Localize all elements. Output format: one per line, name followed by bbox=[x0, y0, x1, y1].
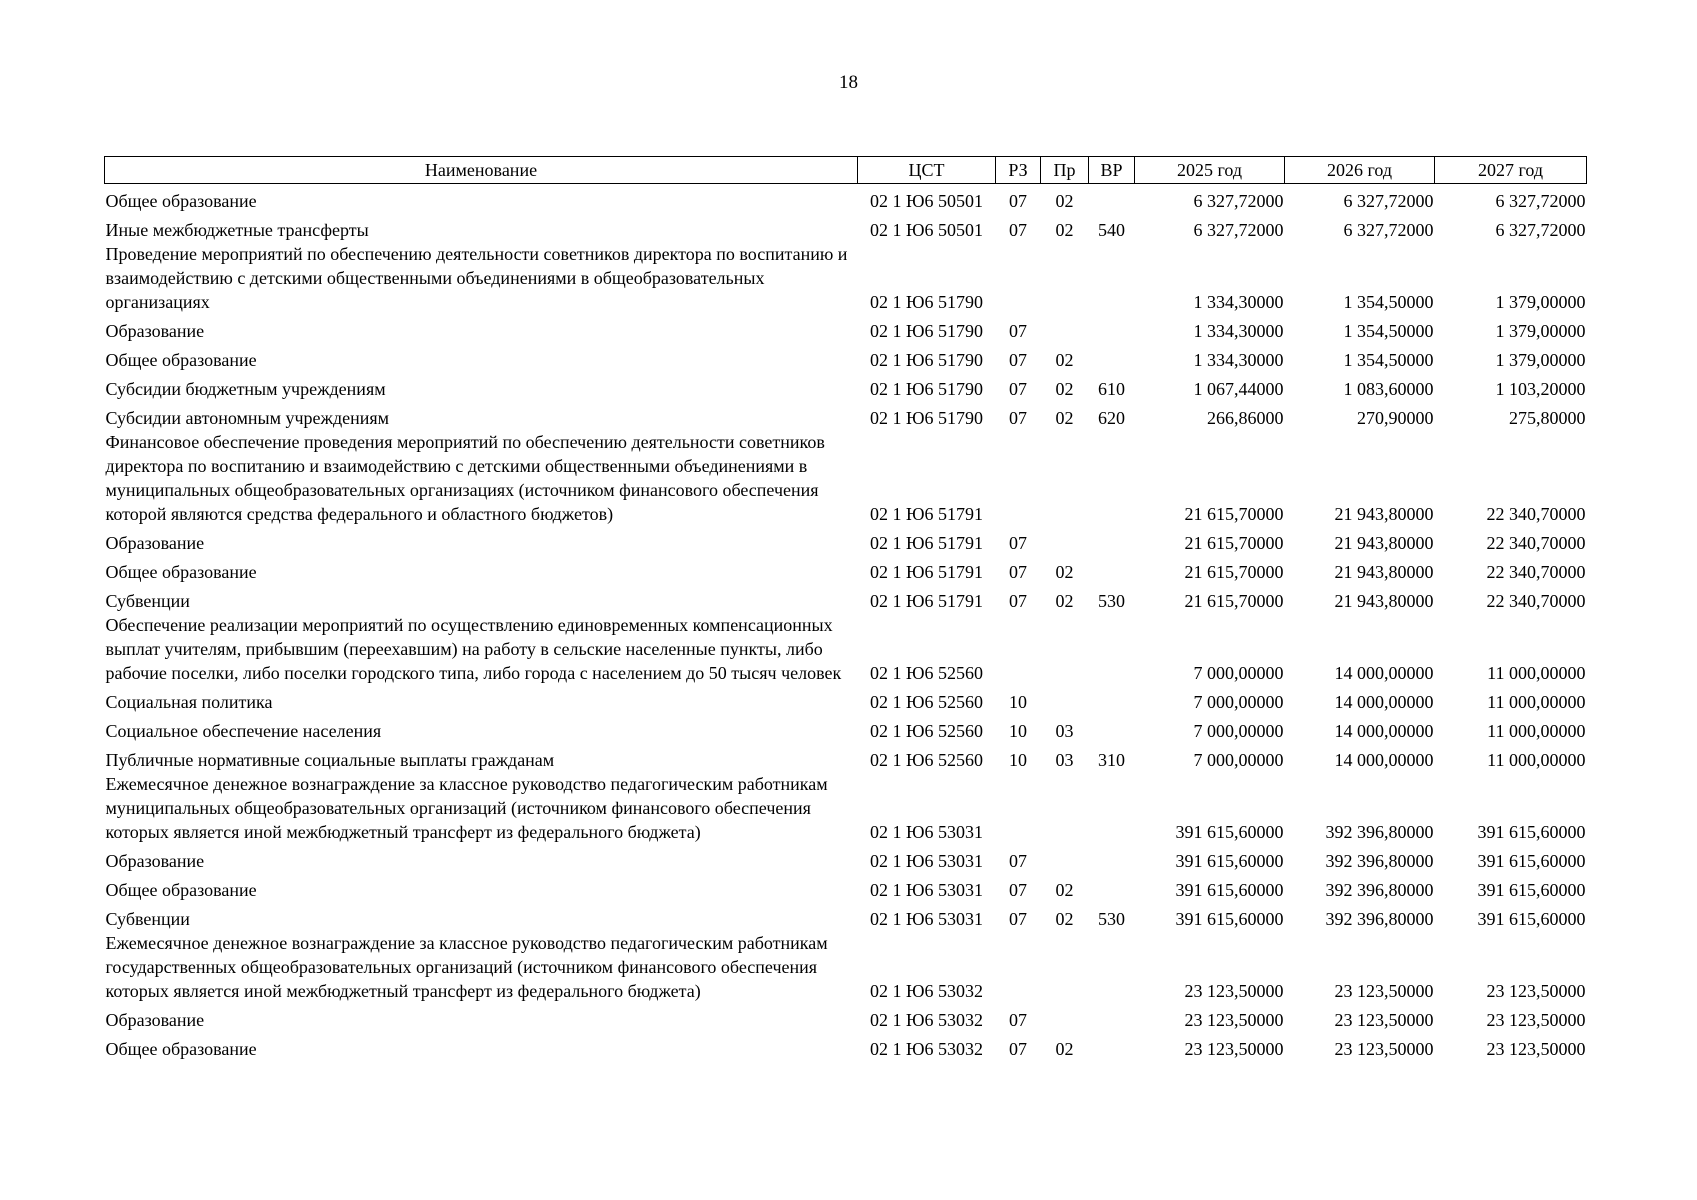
cell-cst: 02 1 Ю6 53031 bbox=[869, 879, 983, 900]
cell-name: Общее образование bbox=[105, 1038, 257, 1059]
cell-2026: 21 943,80000 bbox=[1334, 503, 1434, 524]
table-body bbox=[105, 184, 1587, 1061]
cell-vr: 610 bbox=[1098, 378, 1125, 399]
cell-pr bbox=[1041, 931, 1089, 1003]
cell-cst: 02 1 Ю6 51790 bbox=[869, 291, 983, 312]
cell-cst: 02 1 Ю6 52560 bbox=[869, 691, 983, 712]
cell-rz: 07 bbox=[1009, 190, 1027, 211]
cell-2027: 11 000,00000 bbox=[1487, 749, 1586, 770]
cell-2025: 391 615,60000 bbox=[1175, 821, 1284, 842]
cell-cst: 02 1 Ю6 53031 bbox=[869, 821, 983, 842]
cell-2025: 21 615,70000 bbox=[1184, 590, 1284, 611]
cell-2026: 1 354,50000 bbox=[1343, 291, 1434, 312]
cell-name: Обеспечение реализации мероприятий по осуществлению единовременных компенсационных выплат учителям, прибывшим (переехавшим) на работу в сельские населенные пункты, либо рабочие поселки, либо поселки городского типа, либо города с населением до 50 тысяч человек bbox=[105, 614, 842, 683]
cell-2026: 23 123,50000 bbox=[1334, 1009, 1434, 1030]
cell-2026: 392 396,80000 bbox=[1325, 821, 1434, 842]
cell-2025: 391 615,60000 bbox=[1175, 879, 1284, 900]
cell-rz: 10 bbox=[1009, 691, 1027, 712]
cell-2026: 23 123,50000 bbox=[1334, 1038, 1434, 1059]
cell-cst: 02 1 Ю6 51791 bbox=[869, 561, 983, 582]
cell-2025: 7 000,00000 bbox=[1193, 662, 1284, 683]
cell-pr: 02 bbox=[1055, 407, 1074, 428]
cell-2027: 22 340,70000 bbox=[1486, 503, 1586, 524]
table-row bbox=[105, 902, 1587, 931]
cell-2025: 266,86000 bbox=[1207, 407, 1284, 428]
cell-pr: 02 bbox=[1055, 219, 1074, 240]
table-row bbox=[105, 372, 1587, 401]
cell-pr: 03 bbox=[1055, 749, 1074, 770]
table-row bbox=[105, 184, 1587, 213]
cell-2026: 270,90000 bbox=[1357, 407, 1434, 428]
cell-pr bbox=[1041, 844, 1089, 873]
cell-vr bbox=[1089, 685, 1135, 714]
cell-name: Социальная политика bbox=[105, 691, 273, 712]
cell-rz: 07 bbox=[1009, 407, 1027, 428]
cell-cst: 02 1 Ю6 52560 bbox=[869, 662, 983, 683]
cell-pr bbox=[1041, 430, 1089, 526]
cell-2025: 391 615,60000 bbox=[1175, 908, 1284, 929]
cell-pr: 02 bbox=[1055, 879, 1074, 900]
cell-2026: 1 083,60000 bbox=[1343, 378, 1434, 399]
cell-pr bbox=[1041, 526, 1089, 555]
table-row bbox=[105, 584, 1587, 613]
cell-vr bbox=[1089, 343, 1135, 372]
cell-pr: 03 bbox=[1055, 720, 1074, 741]
cell-2027: 391 615,60000 bbox=[1477, 908, 1586, 929]
cell-rz: 07 bbox=[1009, 1009, 1027, 1030]
cell-rz: 07 bbox=[1009, 561, 1027, 582]
cell-vr: 620 bbox=[1098, 407, 1125, 428]
cell-name: Образование bbox=[105, 1009, 205, 1030]
cell-rz bbox=[996, 242, 1041, 314]
cell-2027: 23 123,50000 bbox=[1486, 1038, 1586, 1059]
cell-vr bbox=[1089, 844, 1135, 873]
cell-2025: 7 000,00000 bbox=[1193, 749, 1284, 770]
cell-rz: 07 bbox=[1009, 1038, 1027, 1059]
cell-vr bbox=[1089, 772, 1135, 844]
cell-2025: 391 615,60000 bbox=[1175, 850, 1284, 871]
cell-name: Общее образование bbox=[105, 561, 257, 582]
cell-2027: 1 379,00000 bbox=[1495, 320, 1586, 341]
cell-2025: 1 334,30000 bbox=[1193, 320, 1284, 341]
cell-cst: 02 1 Ю6 51790 bbox=[869, 349, 983, 370]
cell-2026: 14 000,00000 bbox=[1334, 662, 1434, 683]
cell-name: Образование bbox=[105, 850, 205, 871]
table-row bbox=[105, 873, 1587, 902]
cell-2027: 22 340,70000 bbox=[1486, 590, 1586, 611]
cell-name: Социальное обеспечение населения bbox=[105, 720, 382, 741]
cell-name: Финансовое обеспечение проведения мероприятий по обеспечению деятельности советников директора по воспитанию и взаимодействию с детскими общественными объединениями в муниципальных общеобразовательных организациях (источником финансового обеспечения которой являются средства федерального и областного бюджетов) bbox=[105, 431, 825, 524]
cell-2026: 21 943,80000 bbox=[1334, 561, 1434, 582]
cell-rz: 07 bbox=[1009, 349, 1027, 370]
cell-2027: 391 615,60000 bbox=[1477, 879, 1586, 900]
cell-2026: 392 396,80000 bbox=[1325, 850, 1434, 871]
table-row bbox=[105, 555, 1587, 584]
cell-pr bbox=[1041, 685, 1089, 714]
header-cst: ЦСТ bbox=[858, 157, 996, 184]
cell-cst: 02 1 Ю6 51790 bbox=[869, 378, 983, 399]
cell-rz: 07 bbox=[1009, 879, 1027, 900]
cell-vr bbox=[1089, 526, 1135, 555]
cell-2027: 391 615,60000 bbox=[1477, 850, 1586, 871]
table-row bbox=[105, 931, 1587, 1003]
cell-vr bbox=[1089, 873, 1135, 902]
cell-vr: 530 bbox=[1098, 908, 1125, 929]
cell-rz bbox=[996, 772, 1041, 844]
cell-rz bbox=[996, 613, 1041, 685]
cell-2025: 7 000,00000 bbox=[1193, 720, 1284, 741]
cell-vr bbox=[1089, 242, 1135, 314]
cell-2025: 7 000,00000 bbox=[1193, 691, 1284, 712]
cell-2027: 11 000,00000 bbox=[1487, 662, 1586, 683]
cell-2025: 1 334,30000 bbox=[1193, 291, 1284, 312]
cell-rz: 07 bbox=[1009, 532, 1027, 553]
cell-vr bbox=[1089, 184, 1135, 213]
cell-2027: 275,80000 bbox=[1509, 407, 1586, 428]
cell-2025: 21 615,70000 bbox=[1184, 503, 1284, 524]
cell-2026: 23 123,50000 bbox=[1334, 980, 1434, 1001]
cell-2026: 392 396,80000 bbox=[1325, 879, 1434, 900]
cell-name: Общее образование bbox=[105, 879, 257, 900]
cell-cst: 02 1 Ю6 50501 bbox=[869, 190, 983, 211]
header-name: Наименование bbox=[105, 157, 858, 184]
cell-pr bbox=[1041, 242, 1089, 314]
cell-pr: 02 bbox=[1055, 378, 1074, 399]
cell-vr bbox=[1089, 314, 1135, 343]
cell-2027: 11 000,00000 bbox=[1487, 720, 1586, 741]
cell-rz: 07 bbox=[1009, 590, 1027, 611]
table-header bbox=[105, 157, 1587, 184]
cell-name: Субвенции bbox=[105, 908, 190, 929]
table-row bbox=[105, 343, 1587, 372]
table-row bbox=[105, 213, 1587, 242]
cell-cst: 02 1 Ю6 51791 bbox=[869, 532, 983, 553]
cell-cst: 02 1 Ю6 50501 bbox=[869, 219, 983, 240]
cell-pr: 02 bbox=[1055, 349, 1074, 370]
cell-2027: 23 123,50000 bbox=[1486, 1009, 1586, 1030]
cell-2026: 14 000,00000 bbox=[1334, 749, 1434, 770]
header-2025: 2025 год bbox=[1135, 157, 1285, 184]
table-row bbox=[105, 743, 1587, 772]
table-row bbox=[105, 1032, 1587, 1061]
cell-2027: 6 327,72000 bbox=[1495, 190, 1586, 211]
cell-2027: 11 000,00000 bbox=[1487, 691, 1586, 712]
cell-2025: 23 123,50000 bbox=[1184, 1009, 1284, 1030]
cell-2027: 6 327,72000 bbox=[1495, 219, 1586, 240]
cell-2027: 391 615,60000 bbox=[1477, 821, 1586, 842]
cell-rz: 07 bbox=[1009, 320, 1027, 341]
cell-name: Ежемесячное денежное вознаграждение за классное руководство педагогическим работникам государственных общеобразовательных организаций (источником финансового обеспечения которых является иной межбюджетный трансферт из федерального бюджета) bbox=[105, 932, 828, 1001]
cell-vr bbox=[1089, 613, 1135, 685]
header-2027: 2027 год bbox=[1435, 157, 1587, 184]
cell-name: Образование bbox=[105, 320, 205, 341]
cell-2025: 21 615,70000 bbox=[1184, 532, 1284, 553]
header-pr: Пр bbox=[1041, 157, 1089, 184]
cell-vr: 540 bbox=[1098, 219, 1125, 240]
table-row bbox=[105, 242, 1587, 314]
table-row bbox=[105, 526, 1587, 555]
cell-name: Ежемесячное денежное вознаграждение за классное руководство педагогическим работникам муниципальных общеобразовательных организаций (источником финансового обеспечения которых является иной межбюджетный трансферт из федерального бюджета) bbox=[105, 773, 828, 842]
cell-2025: 1 334,30000 bbox=[1193, 349, 1284, 370]
cell-pr bbox=[1041, 314, 1089, 343]
cell-2025: 6 327,72000 bbox=[1193, 190, 1284, 211]
cell-vr: 310 bbox=[1098, 749, 1125, 770]
cell-name: Субсидии бюджетным учреждениям bbox=[105, 378, 386, 399]
cell-name: Образование bbox=[105, 532, 205, 553]
cell-2025: 23 123,50000 bbox=[1184, 980, 1284, 1001]
cell-pr: 02 bbox=[1055, 190, 1074, 211]
cell-2027: 1 379,00000 bbox=[1495, 349, 1586, 370]
cell-cst: 02 1 Ю6 52560 bbox=[869, 749, 983, 770]
cell-2025: 23 123,50000 bbox=[1184, 1038, 1284, 1059]
cell-vr: 530 bbox=[1098, 590, 1125, 611]
cell-name: Субсидии автономным учреждениям bbox=[105, 407, 390, 428]
header-rz: РЗ bbox=[996, 157, 1041, 184]
cell-pr: 02 bbox=[1055, 561, 1074, 582]
cell-2026: 6 327,72000 bbox=[1343, 190, 1434, 211]
cell-cst: 02 1 Ю6 53032 bbox=[869, 980, 983, 1001]
cell-pr: 02 bbox=[1055, 1038, 1074, 1059]
table-row bbox=[105, 430, 1587, 526]
cell-cst: 02 1 Ю6 53031 bbox=[869, 908, 983, 929]
cell-pr bbox=[1041, 613, 1089, 685]
cell-2026: 1 354,50000 bbox=[1343, 349, 1434, 370]
cell-vr bbox=[1089, 430, 1135, 526]
cell-2026: 21 943,80000 bbox=[1334, 532, 1434, 553]
cell-pr bbox=[1041, 772, 1089, 844]
cell-rz: 07 bbox=[1009, 850, 1027, 871]
cell-2025: 21 615,70000 bbox=[1184, 561, 1284, 582]
cell-2026: 14 000,00000 bbox=[1334, 720, 1434, 741]
cell-cst: 02 1 Ю6 51790 bbox=[869, 407, 983, 428]
cell-2027: 1 379,00000 bbox=[1495, 291, 1586, 312]
cell-2027: 23 123,50000 bbox=[1486, 980, 1586, 1001]
cell-cst: 02 1 Ю6 53032 bbox=[869, 1038, 983, 1059]
table-row bbox=[105, 613, 1587, 685]
page-number: 18 bbox=[839, 72, 858, 93]
header-row bbox=[105, 157, 1587, 184]
cell-name: Общее образование bbox=[105, 349, 257, 370]
cell-2026: 6 327,72000 bbox=[1343, 219, 1434, 240]
cell-rz bbox=[996, 430, 1041, 526]
cell-cst: 02 1 Ю6 53031 bbox=[869, 850, 983, 871]
table-row bbox=[105, 401, 1587, 430]
table-row bbox=[105, 314, 1587, 343]
cell-2027: 22 340,70000 bbox=[1486, 532, 1586, 553]
cell-vr bbox=[1089, 714, 1135, 743]
cell-2027: 22 340,70000 bbox=[1486, 561, 1586, 582]
cell-pr bbox=[1041, 1003, 1089, 1032]
cell-cst: 02 1 Ю6 51791 bbox=[869, 590, 983, 611]
cell-rz: 07 bbox=[1009, 219, 1027, 240]
cell-name: Иные межбюджетные трансферты bbox=[105, 219, 369, 240]
header-2026: 2026 год bbox=[1285, 157, 1435, 184]
cell-rz: 07 bbox=[1009, 378, 1027, 399]
cell-2026: 21 943,80000 bbox=[1334, 590, 1434, 611]
header-vr: ВР bbox=[1089, 157, 1135, 184]
cell-name: Общее образование bbox=[105, 190, 257, 211]
cell-cst: 02 1 Ю6 52560 bbox=[869, 720, 983, 741]
cell-name: Проведение мероприятий по обеспечению деятельности советников директора по воспитанию и взаимодействию с детскими общественными объединениями в общеобразовательных организациях bbox=[105, 243, 848, 312]
cell-pr: 02 bbox=[1055, 590, 1074, 611]
cell-rz: 10 bbox=[1009, 720, 1027, 741]
cell-rz bbox=[996, 931, 1041, 1003]
budget-table bbox=[104, 156, 1587, 1061]
cell-2026: 14 000,00000 bbox=[1334, 691, 1434, 712]
cell-name: Публичные нормативные социальные выплаты гражданам bbox=[105, 749, 555, 770]
cell-2025: 1 067,44000 bbox=[1193, 378, 1284, 399]
cell-vr bbox=[1089, 931, 1135, 1003]
cell-2027: 1 103,20000 bbox=[1495, 378, 1586, 399]
cell-name: Субвенции bbox=[105, 590, 190, 611]
table-row bbox=[105, 772, 1587, 844]
cell-pr: 02 bbox=[1055, 908, 1074, 929]
cell-rz: 10 bbox=[1009, 749, 1027, 770]
cell-2025: 6 327,72000 bbox=[1193, 219, 1284, 240]
table-row bbox=[105, 1003, 1587, 1032]
cell-cst: 02 1 Ю6 51790 bbox=[869, 320, 983, 341]
cell-2026: 392 396,80000 bbox=[1325, 908, 1434, 929]
cell-rz: 07 bbox=[1009, 908, 1027, 929]
cell-vr bbox=[1089, 555, 1135, 584]
cell-cst: 02 1 Ю6 53032 bbox=[869, 1009, 983, 1030]
table-row bbox=[105, 714, 1587, 743]
cell-cst: 02 1 Ю6 51791 bbox=[869, 503, 983, 524]
cell-2026: 1 354,50000 bbox=[1343, 320, 1434, 341]
table-row bbox=[105, 685, 1587, 714]
cell-vr bbox=[1089, 1032, 1135, 1061]
cell-vr bbox=[1089, 1003, 1135, 1032]
table-row bbox=[105, 844, 1587, 873]
